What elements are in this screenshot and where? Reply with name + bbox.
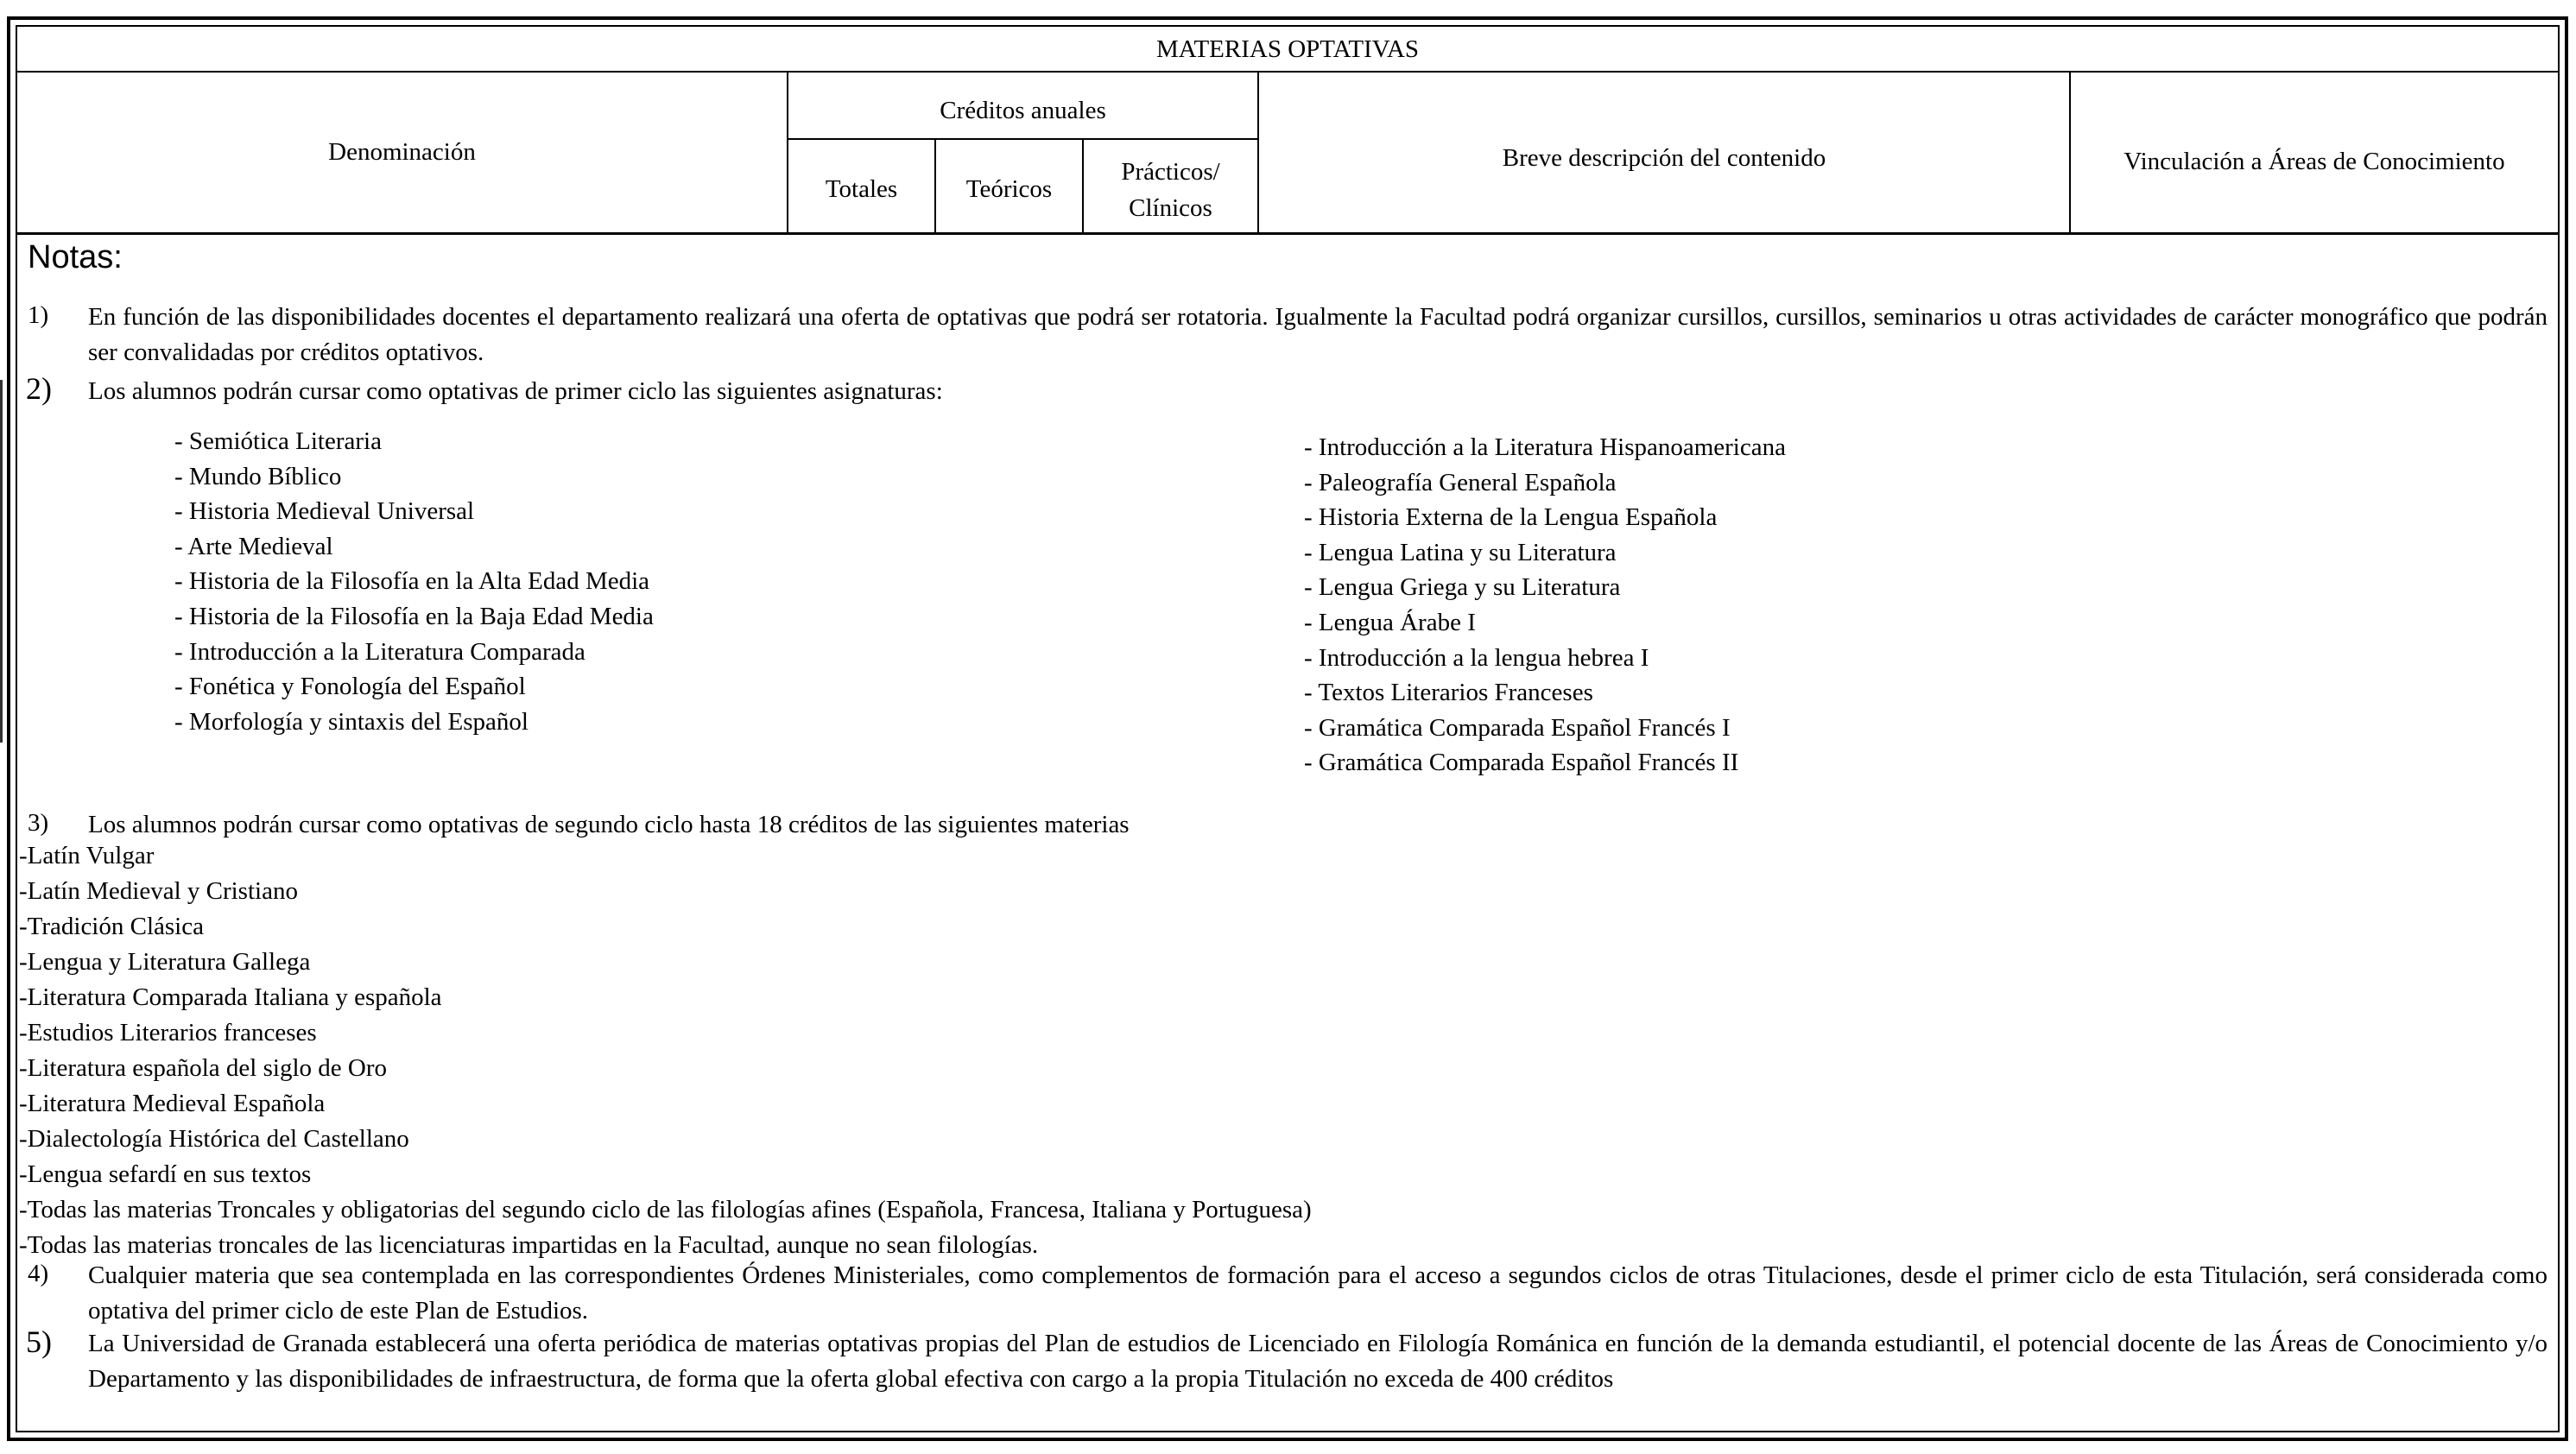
list-item: - Mundo Bíblico [174,462,342,490]
list-item: -Literatura Comparada Italiana y española [19,983,442,1011]
note-3-number: 3) [28,809,49,837]
list-item: - Lengua Latina y su Literatura [1304,538,1617,566]
list-item: - Semiótica Literaria [174,427,382,455]
note-2-number: 2) [26,371,52,406]
creditos-row-rule [787,138,1257,140]
list-item: - Historia Externa de la Lengua Española [1304,503,1718,532]
list-item: - Paleografía General Española [1304,468,1617,496]
note-2-left-list [174,424,654,739]
list-item: -Latín Vulgar [19,842,155,869]
list-item: -Literatura española del siglo de Oro [19,1054,387,1082]
list-item: - Morfología y sintaxis del Español [174,707,528,736]
document-frame [7,16,2568,1441]
header-denominacion: Denominación [328,138,476,166]
header-totales: Totales [825,175,898,203]
list-item: - Lengua Griega y su Literatura [1304,573,1621,602]
list-item: -Todas las materias Troncales y obligatorias del segundo ciclo de las filologías afines (Española, Francesa, Italiana y Portuguesa) [19,1196,1312,1223]
note-1-number: 1) [28,301,49,329]
table-title: MATERIAS OPTATIVAS [1155,35,1420,63]
note-2-text: Los alumnos podrán cursar como optativas de primer ciclo las siguientes asignaturas: [88,377,943,405]
note-3-text: Los alumnos podrán cursar como optativas de segundo ciclo hasta 18 créditos de las siguientes materias [88,811,1130,838]
header-bottom-rule [17,232,2558,235]
list-item: - Lengua Árabe I [1304,608,1476,636]
list-item: - Introducción a la Literatura Hispanoamericana [1304,433,1786,461]
note-2-right-list [1304,430,1786,781]
list-item: - Introducción a la lengua hebrea I [1304,643,1649,672]
note-4-number: 4) [28,1260,49,1287]
list-item: -Tradición Clásica [19,913,204,940]
list-item: - Fonética y Fonología del Español [174,673,526,701]
list-item: -Lengua sefardí en sus textos [19,1160,312,1188]
note-1-text: En función de las disponibilidades docentes el departamento realizará una oferta de optativas que podrá ser rotatoria. Igualmente la Facultad podrá organizar cursillos, cursillos, seminarios u otras actividades de carácter monográfico que podrán ser convalidadas por créditos optativos. [88,303,2548,366]
header-practicos-line1: Prácticos/ [1121,158,1220,186]
header-descripcion: Breve descripción del contenido [1502,144,1826,172]
scan-edge-mark [0,380,3,743]
list-item: - Historia de la Filosofía en la Baja Edad Media [174,602,654,630]
note-5-text: La Universidad de Granada establecerá una oferta periódica de materias optativas propias del Plan de estudios de Licenciado en Filología Románica en función de la demanda estudiantil, el potencial docente de las Áreas de Conocimiento y/o Departamento y las disponibilidades de infraestructura, de forma que la oferta global efectiva con cargo a la propia Titulación no exceda de 400 créditos [88,1330,2548,1393]
title-row-bottom-rule [17,71,2558,73]
list-item: -Lengua y Literatura Gallega [19,948,311,976]
note-5-number: 5) [26,1324,52,1359]
list-item: - Gramática Comparada Español Francés II [1304,749,1739,777]
note-3-list [19,838,1312,1263]
note-4-text: Cualquier materia que sea contemplada en las correspondientes Órdenes Ministeriales, como complementos de formación para el acceso a segundos ciclos de otras Titulaciones, desde el primer ciclo de esta Titulación, será considerada como optativa del primer ciclo de este Plan de Estudios. [88,1261,2548,1324]
header-practicos-line2: Clínicos [1129,194,1212,222]
list-item: -Todas las materias troncales de las licenciaturas impartidas en la Facultad, aunque no sean filologías. [19,1231,1039,1259]
header-teoricos: Teóricos [965,175,1053,203]
list-item: - Gramática Comparada Español Francés I [1304,713,1731,742]
document-inner-frame [16,25,2560,1432]
list-item: -Estudios Literarios franceses [19,1019,317,1046]
header-creditos-anuales: Créditos anuales [940,97,1106,124]
list-item: - Arte Medieval [174,532,333,560]
list-item: -Latín Medieval y Cristiano [19,877,298,905]
notes-title: Notas: [28,239,123,275]
list-item: -Literatura Medieval Española [19,1090,326,1117]
header-vinculacion: Vinculación a Áreas de Conocimiento [2123,148,2505,175]
list-item: - Historia Medieval Universal [174,497,475,526]
list-item: - Textos Literarios Franceses [1304,679,1593,707]
list-item: -Dialectología Histórica del Castellano [19,1125,409,1153]
list-item: - Historia de la Filosofía en la Alta Edad Media [174,567,650,596]
list-item: - Introducción a la Literatura Comparada [174,637,585,666]
